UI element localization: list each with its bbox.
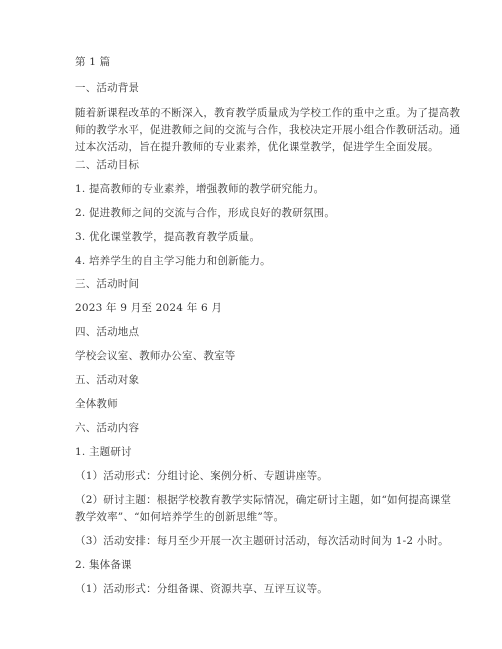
goal-item-3: 3. 优化课堂教学，提高教育教学质量。 xyxy=(75,231,261,243)
content-item-1-form: （1）活动形式：分组讨论、案例分析、专题讲座等。 xyxy=(75,470,328,482)
background-paragraph-line-1: 随着新课程改革的不断深入，教育教学质量成为学校工作的重中之重。为了提高教 xyxy=(75,107,461,119)
content-item-1-topic-line-2: 教学效率”、“如何培养学生的创新思维”等。 xyxy=(75,511,285,523)
section-heading-time: 三、活动时间 xyxy=(75,278,140,290)
background-paragraph-line-3: 过本次活动，旨在提升教师的专业素养，优化课堂教学，促进学生全面发展。 xyxy=(75,141,439,153)
section-heading-background: 一、活动背景 xyxy=(75,82,140,94)
part-title: 第 1 篇 xyxy=(75,56,111,68)
section-heading-audience: 五、活动对象 xyxy=(75,374,140,386)
background-paragraph-line-2: 师的教学水平，促进教师之间的交流与合作，我校决定开展小组合作教研活动。通 xyxy=(75,124,461,136)
content-item-1-topic-line-1: （2）研讨主题：根据学校教育教学实际情况，确定研讨主题，如“如何提高课堂 xyxy=(75,494,452,506)
section-heading-content: 六、活动内容 xyxy=(75,422,140,434)
goal-item-1: 1. 提高教师的专业素养，增强教师的教学研究能力。 xyxy=(75,183,325,195)
audience-value: 全体教师 xyxy=(75,398,118,410)
goal-item-4: 4. 培养学生的自主学习能力和创新能力。 xyxy=(75,255,271,267)
goal-item-2: 2. 促进教师之间的交流与合作，形成良好的教研氛围。 xyxy=(75,207,336,219)
place-value: 学校会议室、教师办公室、教室等 xyxy=(75,350,236,362)
content-item-1-schedule: （3）活动安排：每月至少开展一次主题研讨活动，每次活动时间为 1-2 小时。 xyxy=(75,535,449,547)
section-heading-goals: 二、活动目标 xyxy=(75,159,140,171)
content-item-1-title: 1. 主题研讨 xyxy=(75,446,132,458)
section-heading-place: 四、活动地点 xyxy=(75,326,140,338)
content-item-2-title: 2. 集体备课 xyxy=(75,559,132,571)
content-item-2-form: （1）活动形式：分组备课、资源共享、互评互议等。 xyxy=(75,583,328,595)
time-value: 2023 年 9 月至 2024 年 6 月 xyxy=(75,302,223,314)
